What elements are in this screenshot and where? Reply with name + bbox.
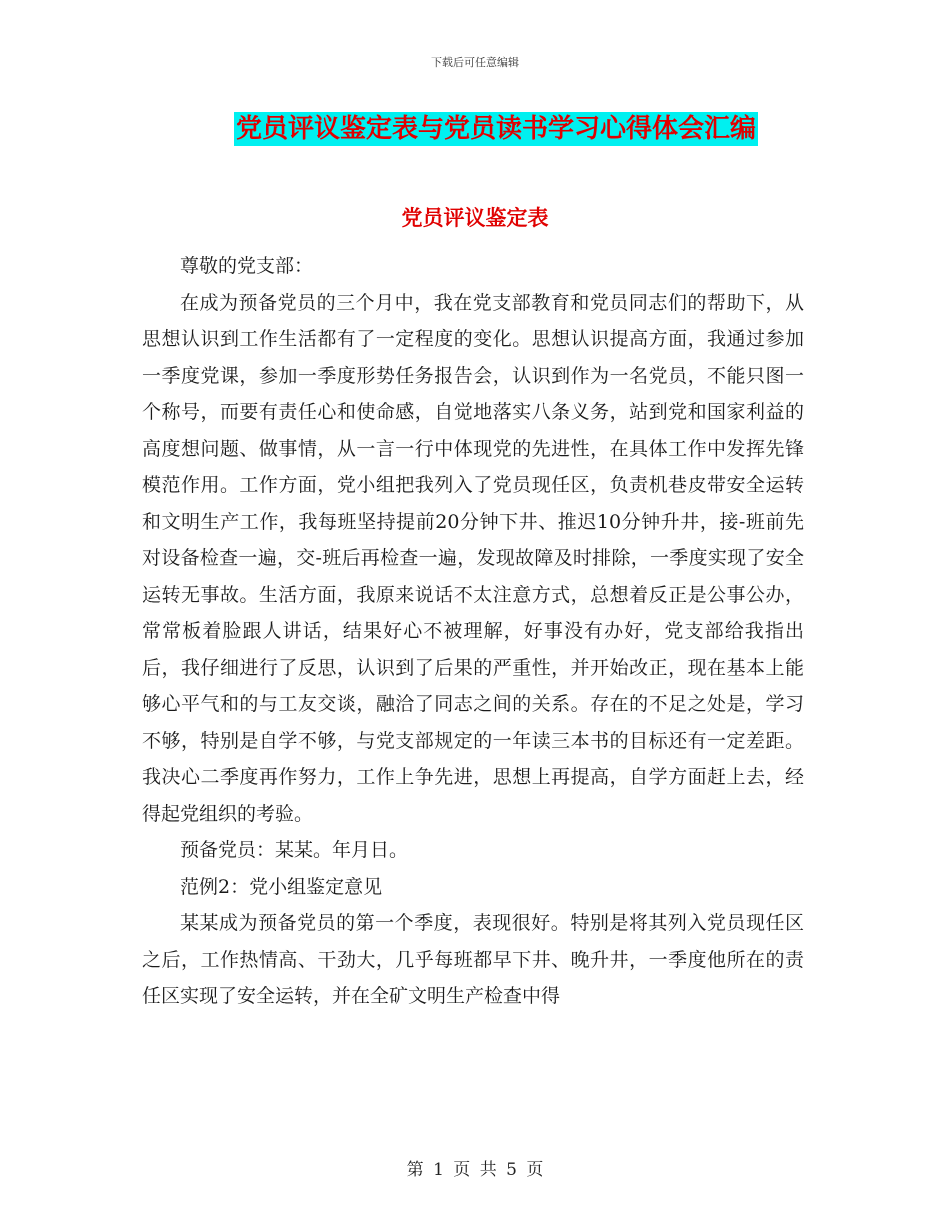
- body-paragraph: 某某成为预备党员的第一个季度，表现很好。特别是将其列入党员现任区之后，工作热情高、干劲大，几乎每班都早下井、晚升井，一季度他所在的责任区实现了安全运转，并在全矿文明生产检查中得: [142, 912, 804, 1007]
- signature-paragraph: 预备党员：某某。年月日。: [180, 839, 409, 861]
- document-title: 党员评议鉴定表与党员读书学习心得体会汇编: [236, 114, 757, 144]
- example-heading: 范例2：党小组鉴定意见: [180, 875, 383, 898]
- body-paragraph: 在成为预备党员的三个月中，我在党支部教育和党员同志们的帮助下，从思想认识到工作生活都有了一定程度的变化。思想认识提高方面，我通过参加一季度党课，参加一季度形势任务报告会，认识到作为一名党员，不能只图一个称号，而要有责任心和使命感，自觉地落实八条义务，站到党和国家利益的高度想问题、做事情，从一言一行中体现党的先进性，在具体工作中发挥先锋模范作用。工作方面，党小组把我列入了党员现任区，负责机巷皮带安全运转和文明生产工作，我每班坚持提前20分钟下井、推迟10分钟升井，接-班前先对设备检查一遍，交-班后再检查一遍，发现故障及时排除，一季度实现了安全运转无事故。生活方面，我原来说话不太注意方式，总想着反正是公事公办，常常板着脸跟人讲话，结果好心不被理解，好事没有办好，党支部给我指出后，我仔细进行了反思，认识到了后果的严重性，并开始改正，现在基本上能够心平气和的与工友交谈，融洽了同志之间的关系。存在的不足之处是，学习不够，特别是自学不够，与党支部规定的一年读三本书的目标还有一定差距。我决心二季度再作努力，工作上争先进，思想上再提高，自学方面赶上去，经得起党组织的考验。: [142, 291, 804, 825]
- section-title: 党员评议鉴定表: [401, 206, 549, 230]
- page-number-footer: 第 1 页 共 5 页: [406, 1160, 544, 1180]
- salutation-paragraph: 尊敬的党支部：: [180, 255, 314, 277]
- document-body: [142, 248, 804, 1015]
- page-header-note: 下载后可任意编辑: [431, 56, 519, 69]
